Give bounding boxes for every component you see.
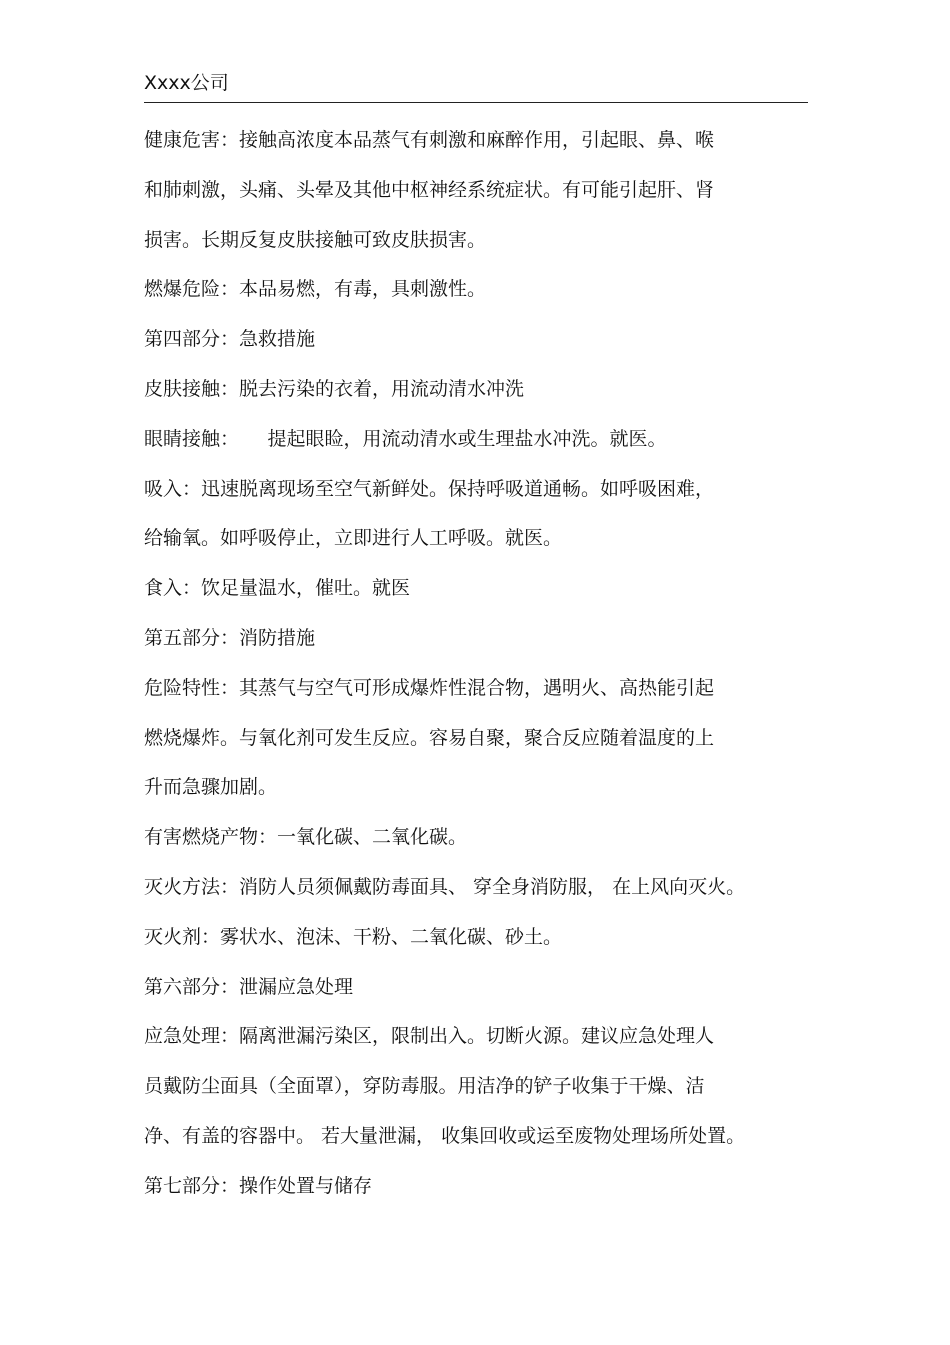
text-line: 燃烧爆炸。与氧化剂可发生反应。容易自聚，聚合反应随着温度的上 bbox=[144, 726, 715, 749]
page-header bbox=[144, 68, 808, 103]
text-line: 员戴防尘面具（全面罩），穿防毒服。用洁净的铲子收集于干燥、洁 bbox=[144, 1075, 705, 1098]
company-name: Xxxx公司 bbox=[144, 72, 229, 94]
text-line: 皮肤接触：脱去污染的衣着，用流动清水冲洗 bbox=[144, 377, 525, 400]
text-line: 灭火方法：消防人员须佩戴防毒面具、 穿全身消防服， 在上风向灭火。 bbox=[144, 875, 746, 898]
text-line: 食入：饮足量温水，催吐。就医 bbox=[144, 577, 411, 600]
section-heading: 第七部分：操作处置与储存 bbox=[144, 1174, 373, 1197]
text-line: 净、有盖的容器中。 若大量泄漏， 收集回收或运至废物处理场所处置。 bbox=[144, 1124, 746, 1147]
text-line: 升而急骤加剧。 bbox=[144, 776, 278, 799]
document-body bbox=[144, 125, 824, 1221]
text-line: 损害。长期反复皮肤接触可致皮肤损害。 bbox=[144, 228, 487, 251]
text-line: 灭火剂：雾状水、泡沫、干粉、二氧化碳、砂土。 bbox=[144, 925, 563, 948]
section-heading: 第五部分：消防措施 bbox=[144, 626, 316, 649]
section-heading: 第四部分：急救措施 bbox=[144, 328, 316, 351]
text-line: 给输氧。如呼吸停止，立即进行人工呼吸。就医。 bbox=[144, 527, 563, 550]
text-line: 健康危害：接触高浓度本品蒸气有刺激和麻醉作用，引起眼、鼻、喉 bbox=[144, 129, 715, 151]
text-line: 应急处理：隔离泄漏污染区，限制出入。切断火源。建议应急处理人 bbox=[144, 1025, 715, 1048]
text-line: 有害燃烧产物：一氧化碳、二氧化碳。 bbox=[144, 826, 468, 849]
text-line: 危险特性：其蒸气与空气可形成爆炸性混合物，遇明火、高热能引起 bbox=[144, 676, 715, 699]
text-line: 眼睛接触： 提起眼睑，用流动清水或生理盐水冲洗。就医。 bbox=[144, 427, 667, 450]
text-line: 燃爆危险：本品易燃，有毒，具刺激性。 bbox=[144, 278, 487, 301]
section-heading: 第六部分：泄漏应急处理 bbox=[144, 975, 354, 998]
text-line: 吸入：迅速脱离现场至空气新鲜处。保持呼吸道通畅。如呼吸困难， bbox=[144, 477, 715, 500]
text-line: 和肺刺激，头痛、头晕及其他中枢神经系统症状。有可能引起肝、肾 bbox=[144, 178, 715, 201]
